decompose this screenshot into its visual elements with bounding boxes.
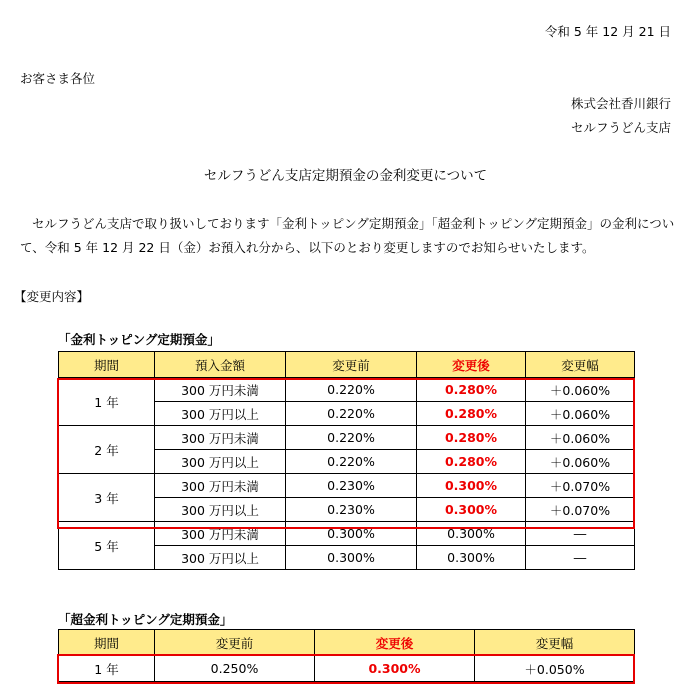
table-row [59,656,635,682]
period-cell: 1 年 [59,378,155,426]
before-rate-cell: 0.220% [286,426,417,450]
header-change: 変更幅 [526,352,635,378]
period-cell: 1 年 [59,656,155,682]
amount-cell: 300 万円以上 [155,402,286,426]
amount-cell: 300 万円以上 [155,450,286,474]
section-label: 【変更内容】 [14,289,90,304]
change-cell: ＋0.060% [526,378,635,402]
header-period: 期間 [59,630,155,656]
before-rate-cell: 0.300% [286,522,417,546]
change-cell: ― [526,522,635,546]
after-rate-cell: 0.300% [417,522,526,546]
after-rate-cell: 0.300% [417,546,526,570]
change-cell: ＋0.050% [475,656,635,682]
body-line-1: セルフうどん支店で取り扱いしております「金利トッピング定期預金」「超金利トッピング定期預金」の金利につい [32,216,675,231]
change-cell: ＋0.070% [526,474,635,498]
change-cell: ＋0.070% [526,498,635,522]
table-row [59,378,635,402]
amount-cell: 300 万円以上 [155,546,286,570]
period-cell: 3 年 [59,474,155,522]
after-rate-cell: 0.300% [417,498,526,522]
header-period: 期間 [59,352,155,378]
header-change: 変更幅 [475,630,635,656]
before-rate-cell: 0.220% [286,378,417,402]
amount-cell: 300 万円以上 [155,498,286,522]
period-cell: 5 年 [59,522,155,570]
before-rate-cell: 0.230% [286,474,417,498]
after-rate-cell: 0.300% [315,656,475,682]
branch-name: セルフうどん支店 [570,120,671,135]
before-rate-cell: 0.230% [286,498,417,522]
kinri-topping-rate-table [58,351,635,570]
amount-cell: 300 万円未満 [155,474,286,498]
table2-label: 「超金利トッピング定期預金」 [58,612,233,627]
after-rate-cell: 0.280% [417,378,526,402]
document-title: セルフうどん支店定期預金の金利変更について [203,168,488,184]
amount-cell: 300 万円未満 [155,426,286,450]
before-rate-cell: 0.300% [286,546,417,570]
change-cell: ＋0.060% [526,426,635,450]
body-line-2: て、令和 5 年 12 月 22 日（金）お預入れ分から、以下のとおり変更しますのでお知らせいたします。 [20,240,595,255]
table-row [59,426,635,450]
before-rate-cell: 0.220% [286,402,417,426]
header-before: 変更前 [286,352,417,378]
body-paragraph [20,212,675,260]
after-rate-cell: 0.280% [417,402,526,426]
after-rate-cell: 0.280% [417,450,526,474]
table-row [59,522,635,546]
after-rate-cell: 0.300% [417,474,526,498]
company-name: 株式会社香川銀行 [570,96,671,111]
before-rate-cell: 0.250% [155,656,315,682]
change-cell: ＋0.060% [526,402,635,426]
table2-header-row [59,630,635,656]
table1-header-row [59,352,635,378]
addressee: お客さま各位 [20,71,96,86]
header-after: 変更後 [417,352,526,378]
period-cell: 2 年 [59,426,155,474]
amount-cell: 300 万円未満 [155,522,286,546]
header-amount: 預入金額 [155,352,286,378]
change-cell: ＋0.060% [526,450,635,474]
amount-cell: 300 万円未満 [155,378,286,402]
header-before: 変更前 [155,630,315,656]
change-cell: ― [526,546,635,570]
document-date: 令和 5 年 12 月 21 日 [544,24,671,39]
after-rate-cell: 0.280% [417,426,526,450]
table-row [59,474,635,498]
table1-label: 「金利トッピング定期預金」 [58,332,220,347]
super-kinri-topping-rate-table [58,629,635,682]
before-rate-cell: 0.220% [286,450,417,474]
header-after: 変更後 [315,630,475,656]
